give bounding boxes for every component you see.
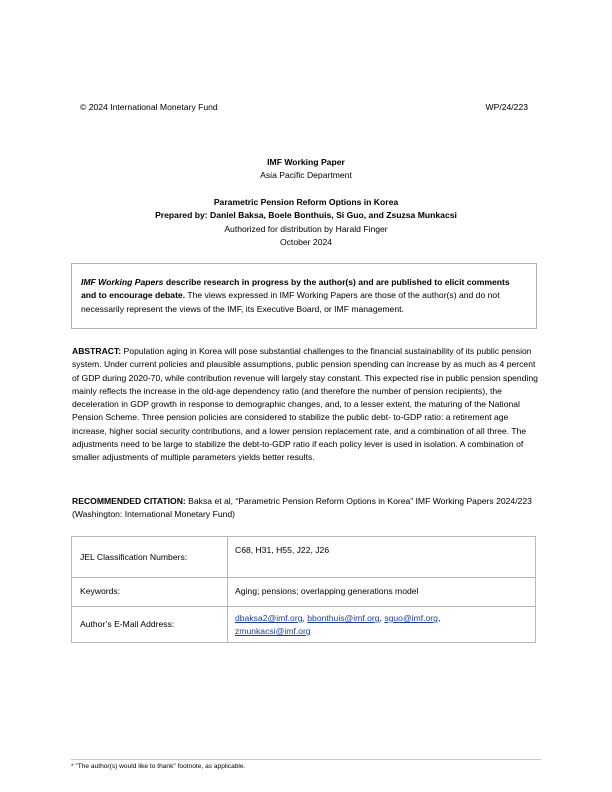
jel-value-cell xyxy=(228,537,536,578)
abstract xyxy=(72,345,542,465)
copyright-notice: © 2024 International Monetary Fund xyxy=(80,102,218,112)
paper-title: Parametric Pension Reform Options in Korea xyxy=(213,196,399,207)
footnote: * "The author(s) would like to thank" footnote, as applicable. xyxy=(71,763,246,770)
paper-number: WP/24/223 xyxy=(485,102,528,112)
email-label-cell xyxy=(72,607,228,643)
email-separator: , xyxy=(437,613,441,623)
jel-value: C68, H31, H55, J22, J26 xyxy=(235,545,330,555)
email-label: Author’s E-Mail Address: xyxy=(80,619,175,629)
abstract-text: Population aging in Korea will pose substantial challenges to the financial sustainability of its public pension system. Under current policies and plausible assumptions, public pension spending can increase by as much as 4 percent of GDP during 2020-70, while contribution revenue will largely stay constant. This expected rise in public pension spending mainly reflects the increase in the old-age dependency ratio (and therefore the number of pension recipients), the deceleration in GDP growth in response to demographic changes, and, to a lesser extent, the maturing of the National Pension Scheme. Three pension policies are considered to stabilize the public debt- to-GDP ratio: a retirement age increase, higher social security contributions, and a lower pension replacement rate, and a combination of all three. The adjustments need to be large to stabilize the debt-to-GDP ratio if each policy lever is used in isolation. A combination of smaller adjustments of multiple parameters yields better results. xyxy=(72,346,538,463)
keywords-value: Aging; pensions; overlapping generations model xyxy=(235,586,419,596)
table-row-keywords xyxy=(72,578,536,607)
disclaimer-bold-text: describe research in progress by the author(s) and are published to elicit comments and to encourage debate. xyxy=(81,277,510,301)
jel-label-cell xyxy=(72,537,228,578)
citation-text: Baksa et al, “Parametric Pension Reform Options in Korea” IMF Working Papers 2024/223 (Washington: International Monetary Fund) xyxy=(72,496,532,520)
series-name: IMF Working Paper xyxy=(267,157,345,167)
email-link[interactable]: bbonthuis@imf.org xyxy=(307,613,380,623)
email-link[interactable]: sguo@imf.org xyxy=(384,613,438,623)
authors-line: Prepared by: Daniel Baksa, Boele Bonthuis, Si Guo, and Zsuzsa Munkacsi xyxy=(155,210,457,221)
table-row-jel xyxy=(72,537,536,578)
citation-label: RECOMMENDED CITATION: xyxy=(72,496,186,506)
table-row-email xyxy=(72,607,536,643)
keywords-label-cell xyxy=(72,578,228,607)
title-block xyxy=(0,156,612,249)
department: Asia Pacific Department xyxy=(260,170,352,181)
publication-date: October 2024 xyxy=(279,237,333,248)
email-list xyxy=(235,607,535,638)
email-separator: , xyxy=(379,613,385,623)
keywords-value-cell xyxy=(228,578,536,607)
classification-table xyxy=(71,536,536,643)
email-separator: , xyxy=(302,613,308,623)
disclaimer-box xyxy=(71,263,537,329)
jel-label: JEL Classification Numbers: xyxy=(80,552,188,562)
recommended-citation xyxy=(72,495,542,522)
email-value-cell xyxy=(228,607,536,643)
disclaimer-series-name: IMF Working Papers xyxy=(81,277,164,287)
email-link[interactable]: dbaksa2@imf.org xyxy=(235,613,303,623)
email-link[interactable]: zmunkacsi@imf.org xyxy=(235,626,311,636)
abstract-label: ABSTRACT: xyxy=(72,346,122,356)
authorization-line: Authorized for distribution by Harald Finger xyxy=(224,223,388,234)
keywords-label: Keywords: xyxy=(80,586,121,596)
disclaimer-text: The views expressed in IMF Working Papers are those of the author(s) and do not necessarily represent the views of the IMF, its Executive Board, or IMF management. xyxy=(81,290,500,314)
footnote-divider xyxy=(71,759,541,760)
